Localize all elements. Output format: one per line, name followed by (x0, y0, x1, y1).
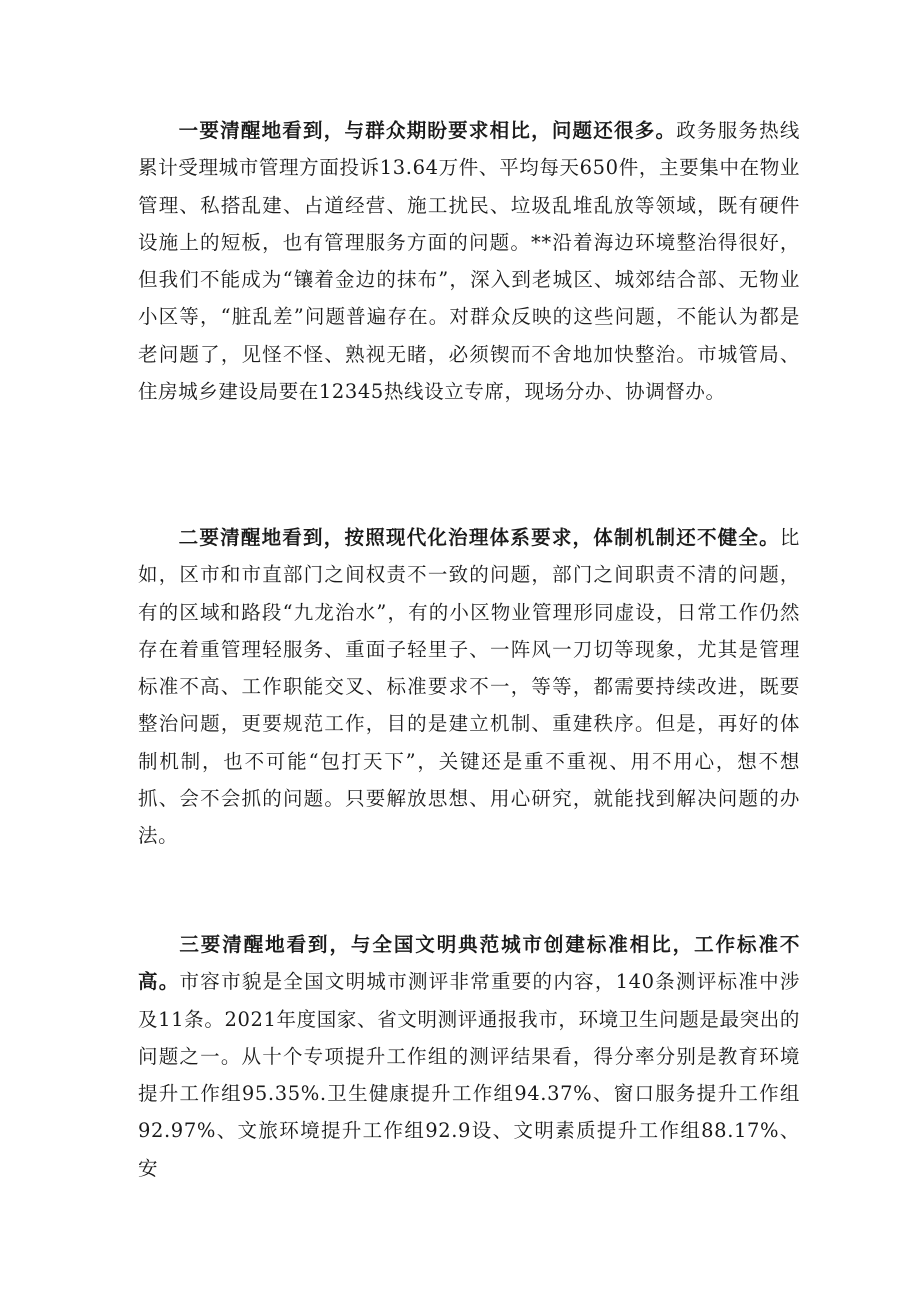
paragraph-1 (138, 112, 800, 410)
paragraph-2-lead: 二要清醒地看到，按照现代化治理体系要求，体制机制还不健全。 (178, 526, 780, 549)
paragraph-1-body: 政务服务热线累计受理城市管理方面投诉13.64万件、平均每天650件，主要集中在物业管理、私搭乱建、占道经营、施工扰民、垃圾乱堆乱放等领域，既有硬件设施上的短板，也有管理服务方面的问题。**沿着海边环境整治得很好，但我们不能成为“镶着金边的抹布”，深入到老城区、城郊结合部、无物业小区等，“脏乱差”问题普遍存在。对群众反映的这些问题，不能认为都是老问题了，见怪不怪、熟视无睹，必须锲而不舍地加快整治。市城管局、住房城乡建设局要在12345热线设立专席，现场分办、协调督办。 (138, 119, 800, 404)
paragraph-3-lead: 三要清醒地看到，与全国文明典范城市创建标准相比，工作标准不高。 (138, 933, 800, 994)
paragraph-3-body: 市容市貌是全国文明城市测评非常重要的内容，140条测评标准中涉及11条。2021年度国家、省文明测评通报我市，环境卫生问题是最突出的问题之一。从十个专项提升工作组的测评结果看，得分率分别是教育环境提升工作组95.35%.卫生健康提升工作组94.37%、窗口服务提升工作组92.97%、文旅环境提升工作组92.9设、文明素质提升工作组88.17%、安 (138, 970, 800, 1180)
paragraph-2-body: 比如，区市和市直部门之间权责不一致的问题，部门之间职责不清的问题，有的区域和路段“九龙治水”，有的小区物业管理形同虚设，日常工作仍然存在着重管理轻服务、重面子轻里子、一阵风一刀切等现象，尤其是管理标准不高、工作职能交叉、标准要求不一，等等，都需要持续改进，既要整治问题，更要规范工作，目的是建立机制、重建秩序。但是，再好的体制机制，也不可能“包打天下”，关键还是重不重视、用不用心，想不想抓、会不会抓的问题。只要解放思想、用心研究，就能找到解决问题的办法。 (138, 526, 800, 848)
paragraph-2 (138, 519, 800, 855)
paragraph-1-lead: 一要清醒地看到，与群众期盼要求相比，问题还很多。 (178, 119, 677, 142)
paragraph-3 (138, 926, 800, 1187)
